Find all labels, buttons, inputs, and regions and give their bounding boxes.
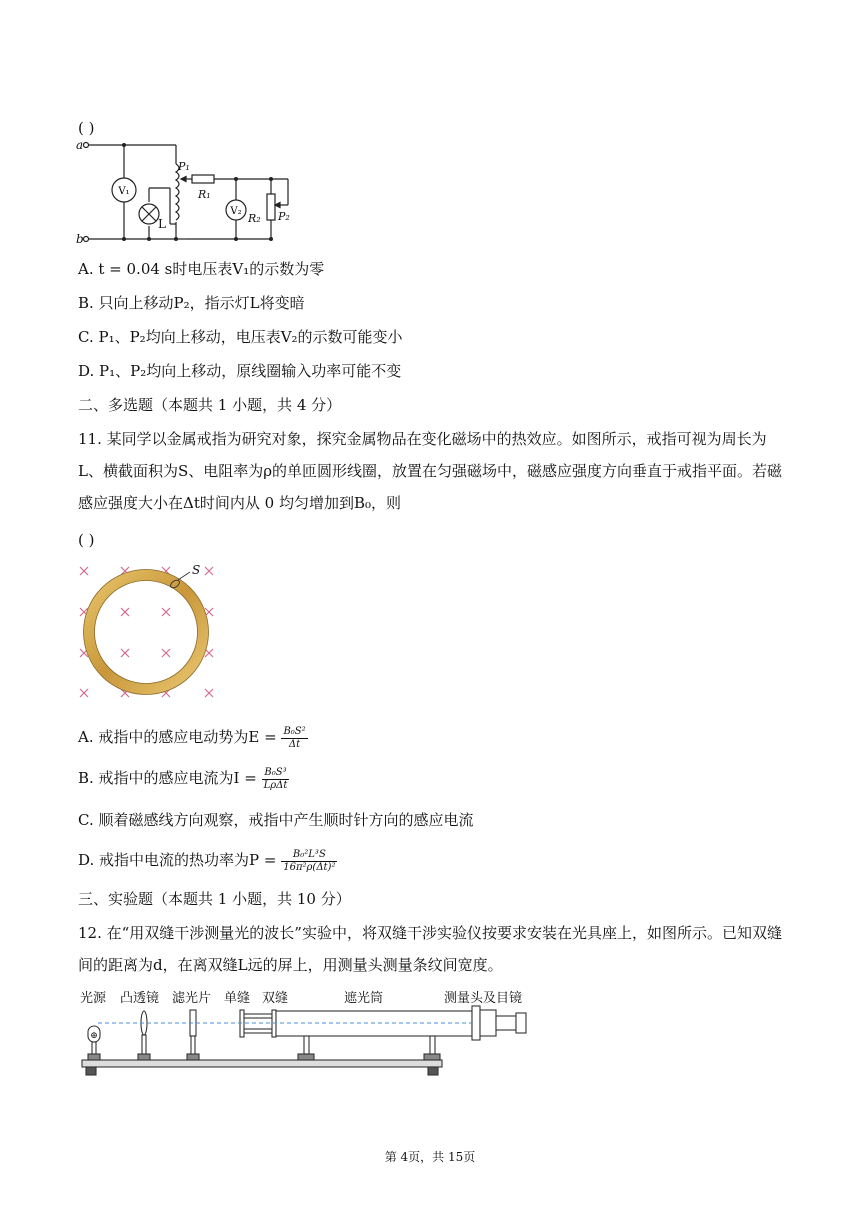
circuit-label-a: a — [76, 138, 84, 152]
circuit-label-v1: V₁ — [118, 186, 130, 197]
ring-cross-section-label: S — [192, 563, 201, 577]
voltmeter-v1-icon — [112, 178, 136, 202]
q11-option-d-numerator: B₀²L³S — [281, 849, 337, 862]
q11-option-a-denominator: Δt — [288, 738, 301, 750]
q10-option-b: B. 只向上移动P₂，指示灯L将变暗 — [78, 294, 305, 312]
circuit-label-v2: V₂ — [230, 206, 242, 217]
label-double-slit: 双缝 — [262, 991, 289, 1006]
double-slit-apparatus-figure — [78, 986, 548, 1090]
label-eyepiece: 测量头及目镜 — [444, 991, 523, 1006]
q10-option-c: C. P₁、P₂均向上移动，电压表V₂的示数可能变小 — [78, 328, 403, 346]
circuit-label-r2: R₂ — [248, 212, 261, 225]
q11-stem: 11. 某同学以金属戒指为研究对象，探究金属物品在变化磁场中的热效应。如图所示，戒指可视为周长为L、横截面积为S、电阻率为ρ的单匝圆形线圈，放置在匀强磁场中，磁感应强度方向垂直于戒指平面。若磁感应强度大小在Δt时间内从 0 均匀增加到B₀，则 — [78, 430, 783, 512]
label-filter: 滤光片 — [172, 991, 212, 1006]
q10-option-a: A. t = 0.04 s时电压表V₁的示数为零 — [78, 260, 325, 278]
circuit-label-b: b — [76, 232, 84, 246]
q10-option-d: D. P₁、P₂均向上移动，原线圈输入功率可能不变 — [78, 362, 402, 380]
ring-in-magnetic-field-figure — [74, 560, 224, 702]
q11-option-d-text: D. 戒指中电流的热功率为P = — [78, 851, 282, 869]
lamp-l-icon — [139, 204, 159, 224]
q10-answer-bracket: ( ) — [78, 119, 95, 137]
circuit-label-r1: R₁ — [198, 188, 211, 201]
transformer-circuit-diagram — [78, 138, 318, 248]
label-single-slit: 单缝 — [224, 991, 251, 1006]
label-convex-lens: 凸透镜 — [120, 991, 160, 1006]
q11-option-b-denominator: LρΔt — [263, 779, 288, 791]
q11-answer-bracket: ( ) — [78, 531, 95, 549]
label-light-tube: 遮光筒 — [344, 991, 384, 1006]
q11-option-a — [78, 722, 308, 752]
q11-option-b — [78, 763, 289, 793]
q11-option-d-denominator: 16π²ρ(Δt)² — [283, 861, 336, 873]
q11-option-b-text: B. 戒指中的感应电流为I = — [78, 769, 262, 787]
voltmeter-v2-icon — [226, 200, 246, 220]
q12-stem: 12. 在“用双缝干涉测量光的波长”实验中，将双缝干涉实验仪按要求安装在光具座上，如图所示。已知双缝间的距离为d，在离双缝L远的屏上，用测量头测量条纹间宽度。 — [78, 924, 782, 974]
q11-option-a-text: A. 戒指中的感应电动势为E = — [78, 728, 282, 746]
circuit-label-p1: P₁ — [178, 160, 190, 173]
q11-option-d — [78, 845, 337, 875]
metal-ring — [89, 575, 203, 689]
page-number-footer: 第 4页，共 15页 — [384, 1150, 476, 1164]
circuit-label-p2: P₂ — [278, 210, 290, 223]
circuit-label-l: L — [158, 217, 166, 231]
magnetic-field-cross-markers — [80, 567, 213, 697]
q11-option-c: C. 顺着磁感线方向观察，戒指中产生顺时针方向的感应电流 — [78, 811, 474, 829]
section-3-title: 三、实验题（本题共 1 小题，共 10 分） — [78, 890, 351, 908]
q11-option-b-numerator: B₀S³ — [262, 767, 290, 780]
section-2-title: 二、多选题（本题共 1 小题，共 4 分） — [78, 396, 342, 414]
q11-option-a-numerator: B₀S² — [283, 725, 306, 737]
svg-text:⊕: ⊕ — [90, 1031, 98, 1041]
label-light-source: 光源 — [80, 991, 107, 1006]
